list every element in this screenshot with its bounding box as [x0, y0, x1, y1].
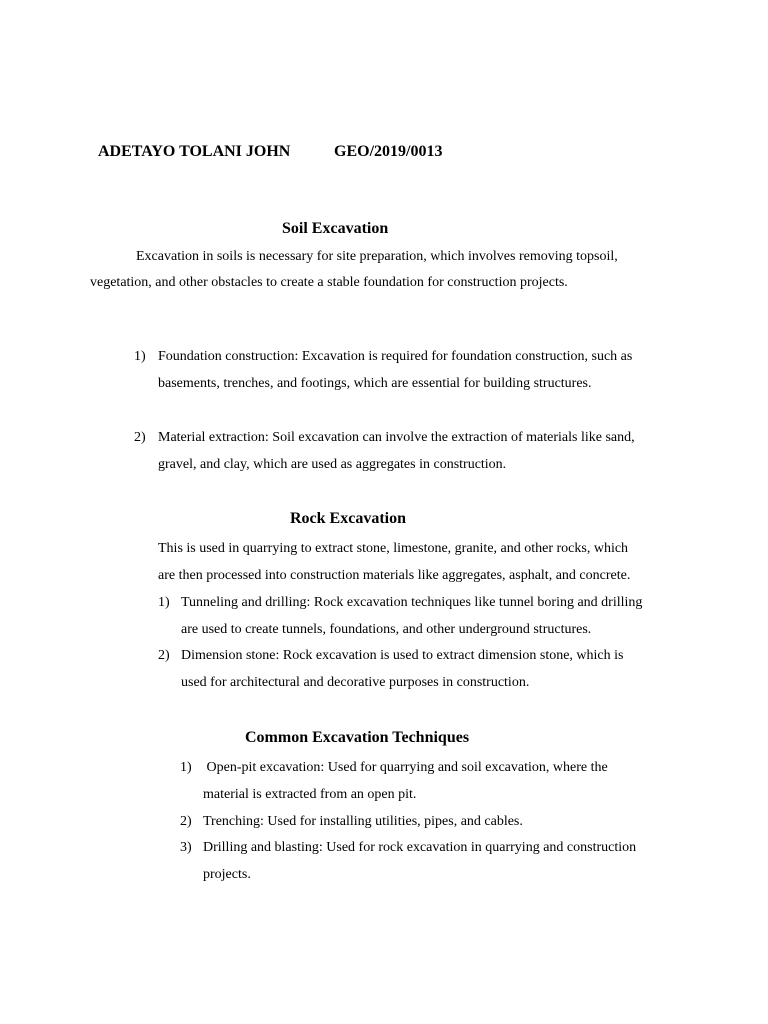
rock-item-2-number: 2) — [158, 648, 170, 663]
techniques-heading: Common Excavation Techniques — [245, 729, 470, 746]
soil-intro-line-2: vegetation, and other obstacles to create a stable foundation for construction projects. — [90, 275, 568, 290]
technique-item-3-line-2: projects. — [203, 867, 251, 882]
rock-intro-line-2: are then processed into construction materials like aggregates, asphalt, and concrete. — [158, 568, 631, 583]
soil-excavation-heading: Soil Excavation — [282, 220, 389, 237]
rock-intro-line-1: This is used in quarrying to extract stone, limestone, granite, and other rocks, which — [158, 541, 629, 556]
soil-item-1-line-2: basements, trenches, and footings, which are essential for building structures. — [158, 376, 592, 391]
soil-item-2-line-1: Material extraction: Soil excavation can involve the extraction of materials like sand, — [158, 430, 635, 445]
technique-item-3-line-1: Drilling and blasting: Used for rock excavation in quarrying and construction — [203, 840, 637, 855]
rock-item-2-line-2: used for architectural and decorative purposes in construction. — [181, 675, 530, 690]
rock-item-1-number: 1) — [158, 595, 170, 610]
rock-excavation-heading: Rock Excavation — [290, 510, 406, 527]
technique-item-2-number: 2) — [180, 814, 192, 829]
rock-item-2-line-1: Dimension stone: Rock excavation is used to extract dimension stone, which is — [181, 648, 624, 663]
soil-intro-line-1: Excavation in soils is necessary for site preparation, which involves removing topsoil, — [136, 249, 618, 264]
student-name: ADETAYO TOLANI JOHN — [98, 143, 291, 160]
technique-item-2-line-1: Trenching: Used for installing utilities, pipes, and cables. — [203, 814, 523, 829]
rock-item-1-line-1: Tunneling and drilling: Rock excavation techniques like tunnel boring and drilling — [181, 595, 643, 610]
technique-item-1-number: 1) — [180, 760, 192, 775]
technique-item-1-line-1: Open-pit excavation: Used for quarrying and soil excavation, where the — [203, 760, 608, 775]
soil-item-2-number: 2) — [134, 430, 146, 445]
technique-item-3-number: 3) — [180, 840, 192, 855]
technique-item-1-line-2: material is extracted from an open pit. — [203, 787, 417, 802]
matric-number: GEO/2019/0013 — [334, 143, 443, 160]
rock-item-1-line-2: are used to create tunnels, foundations, and other underground structures. — [181, 622, 592, 637]
soil-item-1-line-1: Foundation construction: Excavation is required for foundation construction, such as — [158, 349, 633, 364]
soil-item-2-line-2: gravel, and clay, which are used as aggregates in construction. — [158, 457, 507, 472]
soil-item-1-number: 1) — [134, 349, 146, 364]
